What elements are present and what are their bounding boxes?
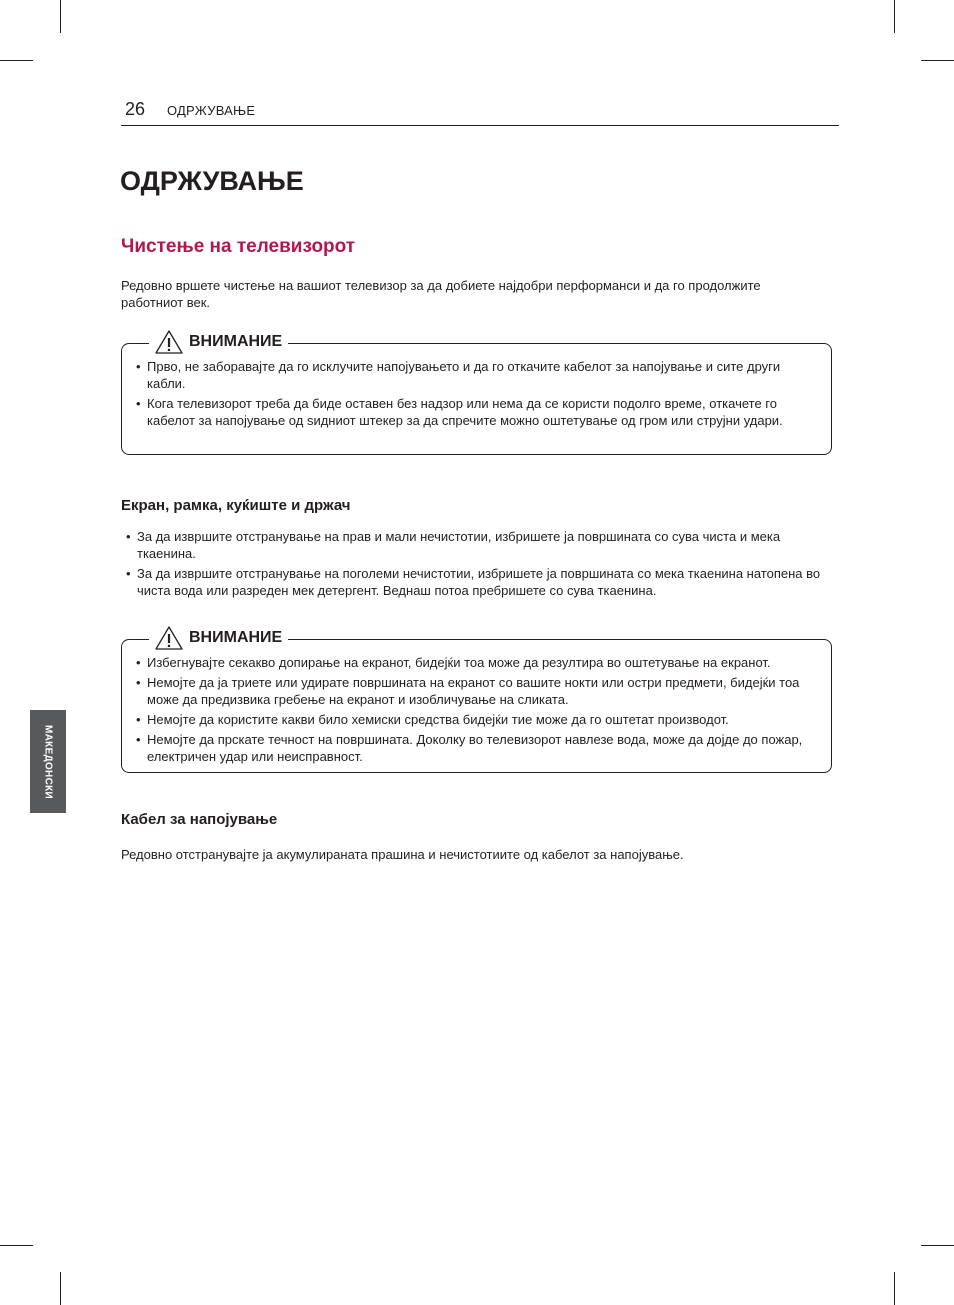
list-item: • Немојте да користите какви било хемиски средства бидејќи тие може да го оштетат производот.	[136, 711, 819, 728]
crop-mark	[921, 60, 954, 61]
warning-triangle-icon	[155, 330, 183, 354]
caution-box	[121, 333, 832, 455]
crop-mark	[894, 1272, 895, 1305]
page-number: 26	[125, 99, 146, 119]
crop-mark	[60, 1272, 61, 1305]
caution-title: ВНИМАНИЕ	[189, 333, 283, 350]
list-item: • За да извршите отстранување на прав и мали нечистотии, избришете ја површината со сува чиста и мека ткаенина.	[126, 528, 831, 562]
list-item: • Прво, не заборавајте да го исклучите напојувањето и да го откачите кабелот за напојување и сите други кабли.	[136, 358, 819, 392]
language-tab	[30, 710, 66, 813]
crop-mark	[60, 0, 61, 33]
crop-mark	[894, 0, 895, 33]
crop-mark	[921, 1245, 954, 1246]
cable-text: Редовно отстранувајте ја акумулираната прашина и нечистотиите од кабелот за напојување.	[121, 847, 684, 862]
list-item: • За да извршите отстранување на поголеми нечистотии, избришете ја површината со мека ткаенина натопена во чиста вода или разреден мек детергент. Веднаш потоа пребришете со сува ткаенина.	[126, 565, 831, 599]
crop-mark	[0, 1245, 33, 1246]
caution-box	[121, 629, 832, 773]
language-tab-label: МАКЕДОНСКИ	[42, 724, 54, 799]
list-item: • Кога телевизорот треба да биде оставен без надзор или нема да се користи подолго време, откачете го кабелот за напојување од ѕидниот штекер за да спречите можно оштетување од гром или струјни удари.	[136, 395, 819, 429]
subsection-title: Екран, рамка, куќиште и држач	[121, 497, 351, 514]
screen-list	[126, 528, 831, 602]
caution-title: ВНИМАНИЕ	[189, 629, 283, 646]
warning-triangle-icon	[155, 626, 183, 650]
crop-mark	[0, 60, 33, 61]
list-item: • Избегнувајте секакво допирање на екранот, бидејќи тоа може да резултира во оштетување на екранот.	[136, 654, 819, 671]
page-title: ОДРЖУВАЊЕ	[120, 166, 304, 196]
subsection-title: Кабел за напојување	[121, 811, 278, 828]
list-item: • Немојте да прскате течност на површината. Доколку во телевизорот навлезе вода, може да дојде до пожар, електричен удар или неисправност.	[136, 731, 819, 765]
running-head: ОДРЖУВАЊЕ	[167, 103, 256, 118]
caution-label	[149, 626, 288, 650]
section-intro: Редовно вршете чистење на вашиот телевизор за да добиете најдобри перформанси и да го продолжите работниот век.	[121, 278, 761, 310]
section-title: Чистење на телевизорот	[121, 236, 356, 257]
list-item: • Немојте да ја триете или удирате површината на екранот со вашите нокти или остри предмети, бидејќи тоа може да предизвика гребење на екранот и изобличување на сликата.	[136, 674, 819, 708]
header-rule	[121, 125, 839, 126]
caution-label	[149, 330, 288, 354]
